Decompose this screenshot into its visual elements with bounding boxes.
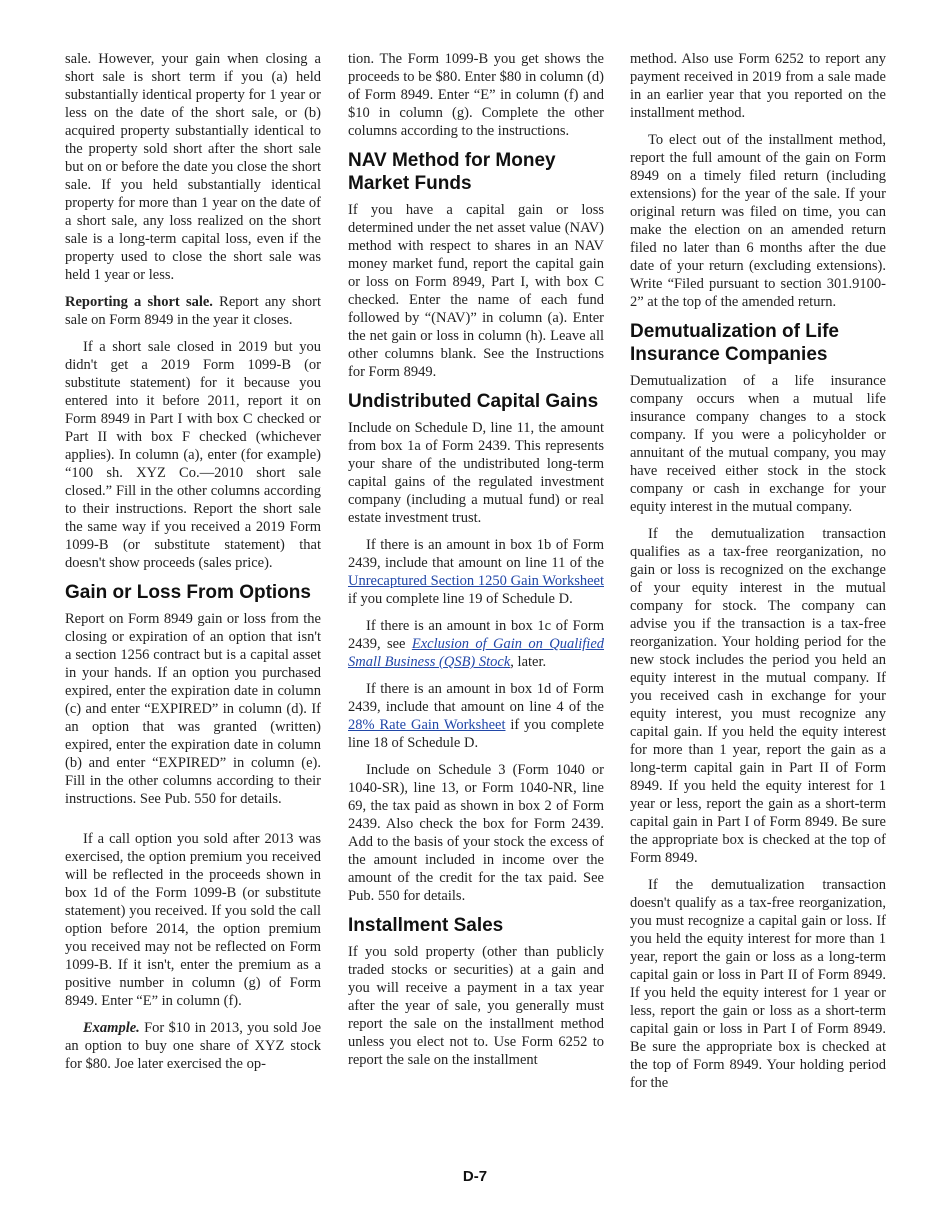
heading-undistributed-gains: Undistributed Capital Gains	[348, 391, 599, 412]
paragraph-option-continued: tion. The Form 1099-B you get shows the proceeds to be $80. Enter $80 in column (d) of Form 8949. Enter “E” in column (f) and $10 in column (g). Complete the other columns according to the instructions.	[348, 51, 604, 139]
paragraph-example: Example. For $10 in 2013, you sold Joe an option to buy one share of XYZ stock for $80. Joe later exercised the op-	[65, 1020, 321, 1072]
paragraph-elect-out: To elect out of the installment method, report the full amount of the gain on Form 8949 on a timely filed return (including extensions) for the year of the sale. If your original return was filed on time, you can make the election on an amended return filed no later than 6 months after the due date of your return (excluding extensions). Write “Filed pursuant to section 301.9100-2” at the top of the amended return.	[630, 132, 886, 310]
heading-nav-method: NAV Method for Money Market Funds	[348, 150, 556, 194]
run-in-heading: Reporting a short sale.	[65, 294, 213, 310]
paragraph-not-tax-free: If the demutualization transaction doesn't qualify as a tax-free reorganization, you must recognize a capital gain or loss. If you held the equity interest for more than 1 year, report the gain or loss as a long-term capital gain or loss in Part II of Form 8949. If you held the equity interest for 1 year or less, report the gain or loss as a short-term capital gain or loss in Part I of Form 8949. Be sure the appropriate box is checked at the top of Form 8949. Your holding period for the	[630, 877, 886, 1091]
paragraph-short-sale-term: sale. However, your gain when closing a short sale is short term if you (a) held substantially identical property for 1 year or less on the date of the short sale, or (b) acquired property substantially identical to the property sold short after the short sale but on or before the date you close the short sale. If you held substantially identical property for more than 1 year on the date of a short sale, any loss realized on the short sale is a long-term capital loss, even if the property used to close the short sale was held 1 year or less.	[65, 51, 321, 283]
paragraph-nav-method: If you have a capital gain or loss determined under the net asset value (NAV) method with respect to shares in an NAV money market fund, report the capital gain or loss on Form 8949, Part I, with box C checked. Enter the name of each fund followed by “(NAV)” in column (a). Enter the net gain or loss in column (h). Leave all other columns blank. See the Instructions for Form 8949.	[348, 202, 604, 380]
paragraph-short-sale-2019: If a short sale closed in 2019 but you didn't get a 2019 Form 1099-B (or substitute statement) for it because you entered into it before 2011, report it on Form 8949 in Part I with box C checked or Part II with box F checked (whichever applies). In column (a), enter (for example) “100 sh. XYZ Co.—2010 short sale closed.” Fill in the other columns according to their instructions. Report the short sale the same way if you received a 2019 Form 1099-B (or substitute statement) that doesn't show proceeds (sales price).	[65, 339, 321, 571]
paragraph-box-1b: If there is an amount in box 1b of Form 2439, include that amount on line 11 of the Unrecaptured Section 1250 Gain Worksheet if you complete line 19 of Schedule D.	[348, 537, 604, 607]
page-number: D-7	[462, 1168, 488, 1185]
column-middle	[348, 50, 604, 1078]
paragraph-box-1c: If there is an amount in box 1c of Form 2439, see Exclusion of Gain on Qualified Small Business (QSB) Stock, later.	[348, 618, 605, 670]
link-28-rate-gain-worksheet[interactable]: 28% Rate Gain Worksheet	[348, 717, 506, 733]
paragraph-call-option: If a call option you sold after 2013 was exercised, the option premium you received will be reflected in the proceeds shown in box 1d of the Form 1099-B (or substitute statement) you received. If you sold the call option before 2014, the option premium you received may not be reflected on Form 1099-B. If it isn't, enter the premium as a positive number in column (g) of Form 8949. Enter “E” in column (f).	[65, 831, 321, 1009]
link-qsb-stock-exclusion[interactable]: Exclusion of Gain on Qualified Small Business (QSB) Stock	[348, 636, 605, 670]
paragraph-options-report: Report on Form 8949 gain or loss from the closing or expiration of an option that isn't a section 1256 contract but is a capital asset in your hands. If an option you purchased expired, enter the expiration date in column (c) and enter “EXPIRED” in column (d). If an option that was granted (written) expired, enter the expiration date in column (b) and enter “EXPIRED” in column (e). Fill in the other columns according to their instructions. See Pub. 550 for details.	[65, 611, 321, 807]
column-right	[630, 50, 886, 1101]
paragraph-reporting-short-sale: Reporting a short sale. Report any short sale on Form 8949 in the year it closes.	[65, 294, 321, 328]
heading-gain-loss-options: Gain or Loss From Options	[65, 582, 311, 603]
heading-demutualization: Demutualization of Life Insurance Companies	[630, 321, 839, 365]
paragraph-schedule-d-line-11: Include on Schedule D, line 11, the amount from box 1a of Form 2439. This represents your share of the undistributed long-term capital gains of the regulated investment company (including a mutual fund) or real estate investment trust.	[348, 420, 604, 526]
paragraph-installment-continued: method. Also use Form 6252 to report any payment received in 2019 from a sale made in an earlier year that you reported on the installment method.	[630, 51, 886, 121]
paragraph-demutualization-def: Demutualization of a life insurance company occurs when a mutual life insurance company changes to a stock company. If you were a policyholder or annuitant of the mutual company, you may have received either stock in the stock company or cash in exchange for your equity interest in the mutual company.	[630, 373, 886, 515]
paragraph-installment-sales: If you sold property (other than publicly traded stocks or securities) at a gain and you will receive a payment in a tax year after the year of sale, you generally must report the sale on the installment method unless you elect not to. Use Form 6252 to report the sale on the installment	[348, 944, 604, 1068]
link-unrecaptured-1250-worksheet[interactable]: Unrecaptured Section 1250 Gain Worksheet	[348, 573, 604, 589]
paragraph-tax-free-reorg: If the demutualization transaction qualifies as a tax-free reorganization, no gain or loss is recognized on the exchange of your equity interest in the mutual company for stock. The company can advise you if the transaction is a tax-free reorganization. Your holding period for the new stock includes the period you held an equity interest in the mutual company. If you received cash in exchange for your equity interest, you must recognize any capital gain. If you held the equity interest for more than 1 year, report the gain as a long-term capital gain in Part II of Form 8949. If you held the equity interest for 1 year or less, report the gain as a short-term capital gain in Part I of Form 8949. Be sure the appropriate box is checked at the top of Form 8949.	[630, 526, 886, 866]
column-left	[65, 50, 321, 1082]
paragraph-box-1d: If there is an amount in box 1d of Form 2439, include that amount on line 4 of the 28% Rate Gain Worksheet if you complete line 18 of Schedule D.	[348, 681, 604, 751]
example-label: Example.	[83, 1020, 140, 1036]
heading-installment-sales: Installment Sales	[348, 915, 504, 936]
paragraph-schedule-3: Include on Schedule 3 (Form 1040 or 1040-SR), line 13, or Form 1040-NR, line 69, the tax paid as shown in box 2 of Form 2439. Also check the box for Form 2439. Add to the basis of your stock the excess of the amount included in income over the amount of the credit for the tax paid. See Pub. 550 for details.	[348, 762, 604, 904]
